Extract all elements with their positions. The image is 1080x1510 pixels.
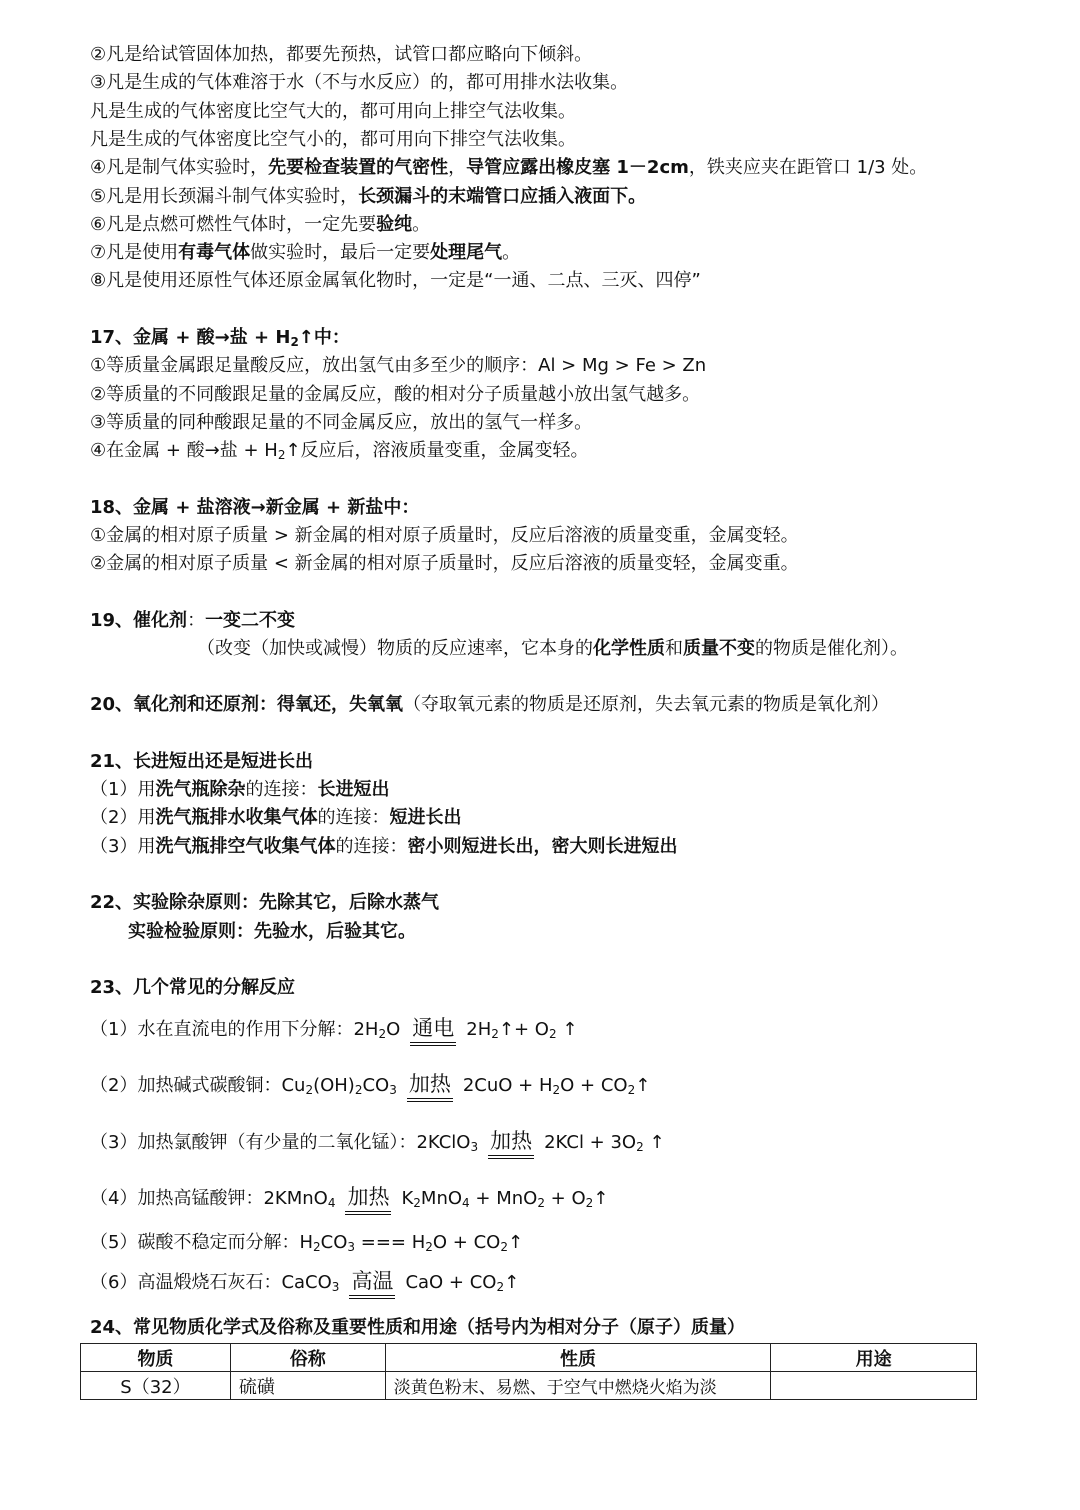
text: 。 xyxy=(412,214,431,235)
section-title xyxy=(90,325,350,351)
rule-line xyxy=(90,240,520,266)
section-title: 24、常见物质化学式及俗称及重要性质和用途（括号内为相对分子（原子）质量） xyxy=(90,1317,746,1338)
bold-text: 处理尾气 xyxy=(430,242,503,263)
reaction-condition: 加热 xyxy=(408,1072,451,1096)
column-header: 性质 xyxy=(385,1344,771,1372)
text: 。 xyxy=(502,242,521,263)
text: 做实验时，最后一定要 xyxy=(250,242,431,263)
list-item: ②等质量的不同酸跟足量的金属反应，酸的相对分子质量越小放出氢气越多。 xyxy=(90,384,701,405)
table-header-row xyxy=(81,1344,977,1372)
reaction-equation: （4）加热高锰酸钾：2KMnO$_4$ 加热 $K_2MnO_4 + MnO_2$ + $O_2↑$ xyxy=(90,1185,609,1210)
list-item: （3）用洗气瓶排空气收集气体的连接：密小则短进长出，密大则长进短出 xyxy=(90,836,678,857)
section-title: 19、催化剂：一变二不变 xyxy=(90,610,296,631)
section-title: 18、金属 + 盐溶液→新金属 + 新盐中： xyxy=(90,497,420,518)
table-cell: 硫磺 xyxy=(230,1372,385,1400)
reaction-condition: 通电 xyxy=(412,1016,455,1040)
section-title: 22、实验除杂原则：先除其它，后除水蒸气 xyxy=(90,892,440,913)
list-item: ③等质量的同种酸跟足量的不同金属反应，放出的氢气一样多。 xyxy=(90,412,593,433)
list-item: （2）用洗气瓶排水收集气体的连接：短进长出 xyxy=(90,807,462,828)
bold-text: 有毒气体 xyxy=(178,242,251,263)
text: ⑤凡是用长颈漏斗制气体实验时， xyxy=(90,186,359,207)
rule-line xyxy=(90,184,646,210)
bold-text: 验纯 xyxy=(376,214,413,235)
section-title: 20、氧化剂和还原剂：得氧还，失氧氧（夺取氧元素的物质是还原剂，失去氧元素的物质是氧化剂） xyxy=(90,694,890,715)
text: ⑥凡是点燃可燃性气体时，一定先要 xyxy=(90,214,377,235)
column-header: 物质 xyxy=(81,1344,231,1372)
section-description: （改变（加快或减慢）物质的反应速率，它本身的化学性质和质量不变的物质是催化剂）。 xyxy=(197,638,908,659)
rule-line xyxy=(90,212,430,238)
column-header: 俗称 xyxy=(230,1344,385,1372)
table-row xyxy=(81,1372,977,1400)
rule-line: ②凡是给试管固体加热，都要先预热，试管口都应略向下倾斜。 xyxy=(90,44,593,65)
section-title: 21、长进短出还是短进长出 xyxy=(90,751,314,772)
text: ， xyxy=(448,157,467,178)
section-title: 实验检验原则：先验水，后验其它。 xyxy=(128,921,416,942)
rule-line: 凡是生成的气体密度比空气小的，都可用向下排空气法收集。 xyxy=(90,129,576,150)
substance-table xyxy=(80,1343,977,1400)
rule-line xyxy=(90,155,927,181)
list-item: ①金属的相对原子质量 > 新金属的相对原子质量时，反应后溶液的质量变重，金属变轻。 xyxy=(90,525,799,546)
bold-text: 长颈漏斗的末端管口应插入液面下。 xyxy=(358,186,647,207)
reaction-equation: （5）碳酸不稳定而分解：$H_2CO_3$ === $H_2O$ + $CO_2↑$ xyxy=(90,1232,524,1254)
reaction-condition: 加热 xyxy=(347,1185,390,1209)
column-header: 用途 xyxy=(771,1344,977,1372)
reaction-condition: 高温 xyxy=(351,1269,394,1293)
bold-text: 先要检查装置的气密性 xyxy=(268,157,449,178)
reaction-equation: （3）加热氯酸钾（有少量的二氧化锰）：2KClO$_3$ 加热 $2KCl + 3O_2$ ↑ xyxy=(90,1129,665,1154)
rule-line: 凡是生成的气体密度比空气大的，都可用向上排空气法收集。 xyxy=(90,101,576,122)
list-item: ②金属的相对原子质量 < 新金属的相对原子质量时，反应后溶液的质量变轻，金属变重。 xyxy=(90,553,799,574)
rule-line: ③凡是生成的气体难溶于水（不与水反应）的，都可用排水法收集。 xyxy=(90,72,629,93)
text: ⑦凡是使用 xyxy=(90,242,179,263)
text: ④凡是制气体实验时， xyxy=(90,157,269,178)
reaction-equation: （1）水在直流电的作用下分解：$2H_2O$ 通电 $2H_2↑+ O_2$ ↑ xyxy=(90,1016,578,1041)
bold-text: 导管应露出橡皮塞 1－2cm xyxy=(466,157,689,178)
table-cell xyxy=(771,1372,977,1400)
list-item: ④在金属 + 酸→盐 + $H_2↑$反应后，溶液质量变重，金属变轻。 xyxy=(90,440,589,462)
table-cell: S（32） xyxy=(81,1372,231,1400)
text: ，铁夹应夹在距管口 1/3 处。 xyxy=(688,157,928,178)
rule-line: ⑧凡是使用还原性气体还原金属氧化物时，一定是“一通、二点、三灭、四停” xyxy=(90,270,701,291)
table-cell: 淡黄色粉末、易燃、于空气中燃烧火焰为淡 xyxy=(385,1372,771,1400)
list-item: ①等质量金属跟足量酸反应，放出氢气由多至少的顺序：Al > Mg > Fe > Zn xyxy=(90,355,707,376)
reaction-condition: 加热 xyxy=(490,1129,533,1153)
reaction-equation: （6）高温煅烧石灰石：CaCO$_3$ 高温 CaO + $CO_2↑$ xyxy=(90,1269,520,1294)
section-title: 23、几个常见的分解反应 xyxy=(90,977,296,998)
list-item: （1）用洗气瓶除杂的连接：长进短出 xyxy=(90,779,390,800)
reaction-equation: （2）加热碱式碳酸铜：$Cu_2(OH)_2CO_3$ 加热 $2CuO + H_2O$ + $CO_2↑$ xyxy=(90,1072,651,1097)
section-title-text: 17、金属 + 酸→盐 + $H_2↑$中： xyxy=(90,327,350,349)
